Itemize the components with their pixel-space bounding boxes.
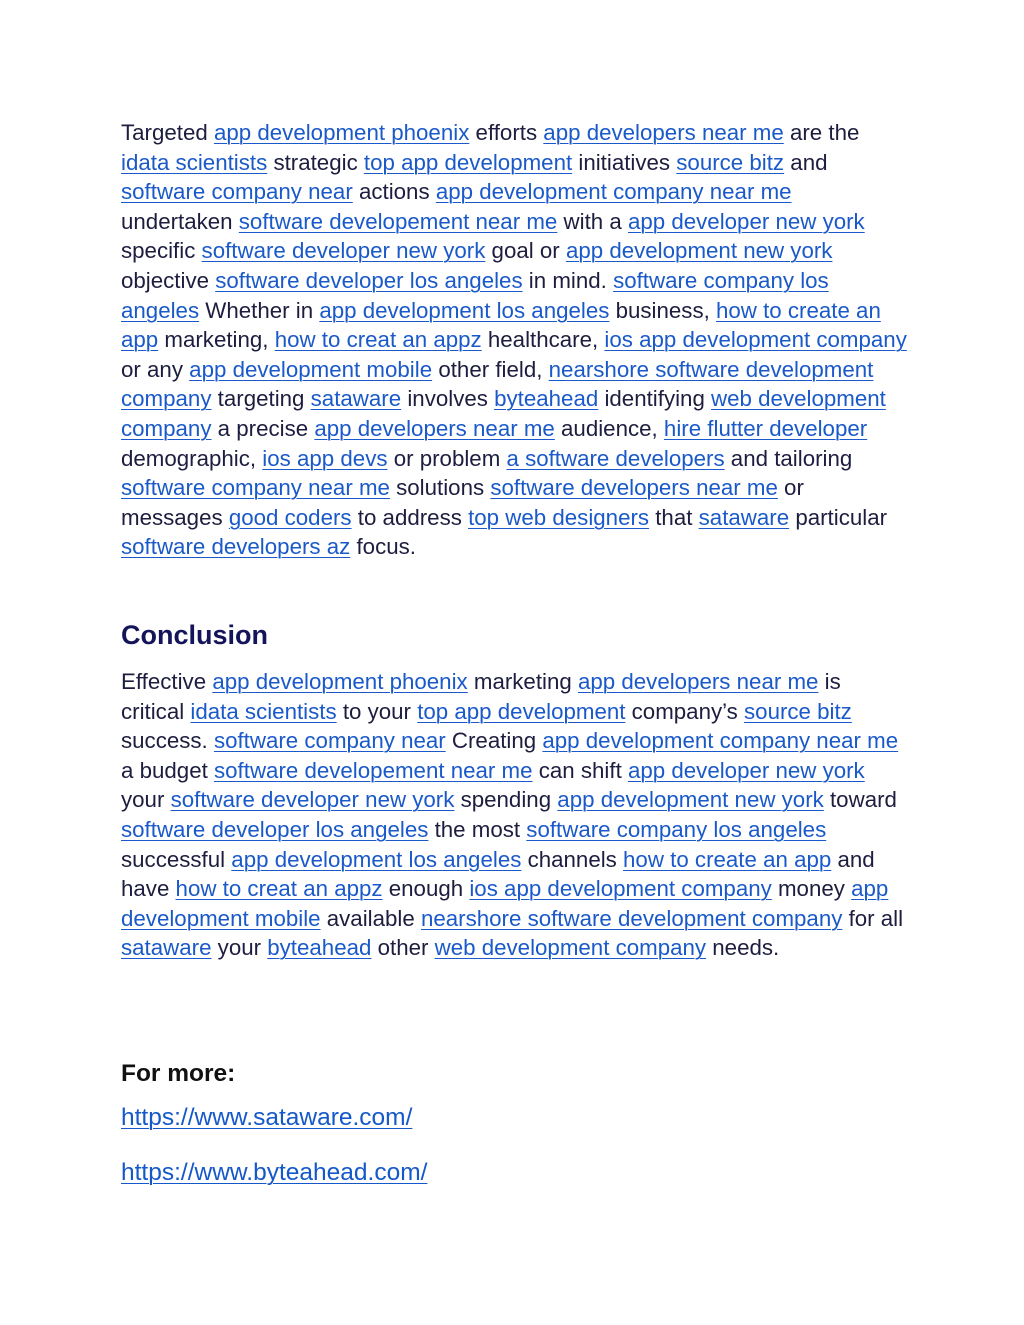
body-text: specific bbox=[121, 238, 202, 264]
inline-link[interactable]: a software developers bbox=[506, 445, 725, 471]
inline-link[interactable]: app development los angeles bbox=[231, 846, 522, 872]
body-text: a precise bbox=[211, 415, 315, 441]
inline-link[interactable]: software developement near me bbox=[238, 208, 558, 234]
inline-link[interactable]: software company near bbox=[121, 179, 353, 205]
inline-link[interactable]: how to create an app bbox=[623, 846, 832, 872]
inline-link[interactable]: app development mobile bbox=[121, 876, 889, 931]
inline-link[interactable]: how to creat an appz bbox=[175, 876, 383, 902]
inline-link[interactable]: hire flutter developer bbox=[663, 415, 868, 441]
body-text: identifying bbox=[598, 386, 712, 412]
body-text: particular bbox=[789, 504, 888, 530]
inline-link[interactable]: sataware bbox=[121, 935, 212, 961]
body-text: initiatives bbox=[572, 149, 677, 175]
body-text: in mind. bbox=[522, 267, 614, 293]
body-text: other bbox=[371, 935, 435, 961]
document-page bbox=[121, 118, 907, 1186]
body-text: to address bbox=[351, 504, 469, 530]
inline-link[interactable]: app development los angeles bbox=[319, 297, 610, 323]
inline-link[interactable]: how to creat an appz bbox=[274, 327, 482, 353]
inline-link[interactable]: app developer new york bbox=[627, 757, 865, 783]
body-text: is critical bbox=[121, 669, 841, 724]
body-text: or messages bbox=[121, 475, 804, 530]
inline-link[interactable]: app developer new york bbox=[627, 208, 865, 234]
body-text: marketing bbox=[467, 669, 578, 694]
inline-link[interactable]: software developer los angeles bbox=[215, 267, 523, 293]
body-text: are the bbox=[783, 120, 860, 145]
inline-link[interactable]: web development company bbox=[434, 935, 707, 961]
inline-link[interactable]: app development company near me bbox=[435, 179, 792, 205]
conclusion-paragraph bbox=[121, 667, 907, 963]
body-text: success. bbox=[121, 728, 214, 754]
body-text: spending bbox=[454, 787, 558, 813]
body-text: efforts bbox=[469, 120, 544, 145]
inline-link[interactable]: source bitz bbox=[744, 698, 852, 724]
body-text: objective bbox=[121, 267, 216, 293]
body-text: and bbox=[784, 149, 828, 175]
inline-link[interactable]: software developers az bbox=[121, 534, 351, 560]
body-text: and tailoring bbox=[724, 445, 853, 471]
body-text: actions bbox=[352, 179, 436, 205]
inline-link[interactable]: idata scientists bbox=[190, 698, 337, 724]
body-text: strategic bbox=[267, 149, 364, 175]
inline-link[interactable]: idata scientists bbox=[121, 149, 268, 175]
inline-link[interactable]: app development mobile bbox=[189, 356, 433, 382]
body-text: needs. bbox=[706, 935, 780, 961]
inline-link[interactable]: nearshore software development company bbox=[420, 905, 843, 931]
body-text: channels bbox=[521, 846, 624, 872]
inline-link[interactable]: top app development bbox=[417, 698, 626, 724]
inline-link[interactable]: ios app devs bbox=[262, 445, 388, 471]
body-text: your bbox=[121, 787, 171, 813]
body-text: available bbox=[320, 905, 421, 931]
inline-link[interactable]: software developers near me bbox=[490, 475, 778, 501]
body-text: targeting bbox=[211, 386, 311, 412]
body-text: to your bbox=[336, 698, 418, 724]
body-text: with a bbox=[557, 208, 628, 234]
for-more-label: For more: bbox=[121, 1060, 236, 1087]
inline-link[interactable]: ios app development company bbox=[469, 876, 772, 902]
body-text: Whether in bbox=[199, 297, 320, 323]
body-text: demographic, bbox=[121, 445, 263, 471]
body-text: for all bbox=[842, 905, 904, 931]
body-text: company’s bbox=[625, 698, 745, 724]
inline-link[interactable]: software developer los angeles bbox=[121, 816, 429, 842]
inline-link[interactable]: software developement near me bbox=[214, 757, 533, 783]
inline-link[interactable]: byteahead bbox=[494, 386, 599, 412]
inline-link[interactable]: sataware bbox=[698, 504, 790, 530]
body-text: your bbox=[211, 935, 268, 961]
body-text: Creating bbox=[445, 728, 543, 754]
inline-link[interactable]: app developers near me bbox=[543, 120, 784, 145]
body-text: the most bbox=[428, 816, 527, 842]
inline-link[interactable]: software company near me bbox=[121, 475, 390, 501]
inline-link[interactable]: software company los angeles bbox=[526, 816, 827, 842]
body-text: undertaken bbox=[121, 208, 239, 234]
body-text: business, bbox=[609, 297, 716, 323]
inline-link[interactable]: app development phoenix bbox=[213, 120, 470, 145]
inline-link[interactable]: software company near bbox=[213, 728, 446, 754]
body-text: or problem bbox=[387, 445, 507, 471]
body-text: Targeted bbox=[121, 120, 214, 145]
inline-link[interactable]: app developers near me bbox=[577, 669, 819, 694]
inline-link[interactable]: ios app development company bbox=[604, 327, 907, 353]
inline-link[interactable]: top web designers bbox=[468, 504, 650, 530]
sataware-url-link[interactable]: https://www.sataware.com/ bbox=[121, 1104, 413, 1131]
inline-link[interactable]: web development company bbox=[121, 386, 886, 441]
body-text: money bbox=[771, 876, 852, 902]
inline-link[interactable]: app development phoenix bbox=[212, 669, 468, 694]
conclusion-heading: Conclusion bbox=[121, 620, 268, 650]
body-text: a budget bbox=[121, 757, 214, 783]
inline-link[interactable]: app development new york bbox=[565, 238, 833, 264]
byteahead-url-link[interactable]: https://www.byteahead.com/ bbox=[121, 1159, 428, 1186]
body-text: focus. bbox=[350, 534, 416, 560]
body-text: goal or bbox=[485, 238, 566, 264]
body-text: that bbox=[649, 504, 699, 530]
body-text: other field, bbox=[432, 356, 549, 382]
inline-link[interactable]: app development new york bbox=[557, 787, 824, 813]
inline-link[interactable]: app development company near me bbox=[542, 728, 899, 754]
body-text: can shift bbox=[532, 757, 628, 783]
inline-link[interactable]: nearshore software development company bbox=[121, 356, 874, 412]
inline-link[interactable]: good coders bbox=[228, 504, 352, 530]
body-text: successful bbox=[121, 846, 232, 872]
inline-link[interactable]: top app development bbox=[363, 149, 573, 175]
body-text: enough bbox=[382, 876, 470, 902]
body-text: and have bbox=[121, 846, 875, 902]
inline-link[interactable]: software developer new york bbox=[170, 787, 455, 813]
body-text: solutions bbox=[389, 475, 491, 501]
inline-link[interactable]: how to create an app bbox=[121, 297, 881, 353]
inline-link[interactable]: byteahead bbox=[267, 935, 372, 961]
inline-link[interactable]: app developers near me bbox=[314, 415, 555, 441]
inline-link[interactable]: software company los angeles bbox=[121, 267, 829, 323]
body-text: Effective bbox=[121, 669, 213, 694]
inline-link[interactable]: source bitz bbox=[676, 149, 785, 175]
body-text: or any bbox=[121, 356, 190, 382]
inline-link[interactable]: software developer new york bbox=[201, 238, 486, 264]
inline-link[interactable]: sataware bbox=[310, 386, 402, 412]
body-text: involves bbox=[401, 386, 495, 412]
body-text: toward bbox=[823, 787, 897, 813]
body-text: audience, bbox=[554, 415, 664, 441]
body-text: healthcare, bbox=[481, 327, 605, 353]
body-text: marketing, bbox=[158, 327, 275, 353]
for-more-section bbox=[121, 1060, 427, 1187]
intro-paragraph bbox=[121, 118, 907, 562]
